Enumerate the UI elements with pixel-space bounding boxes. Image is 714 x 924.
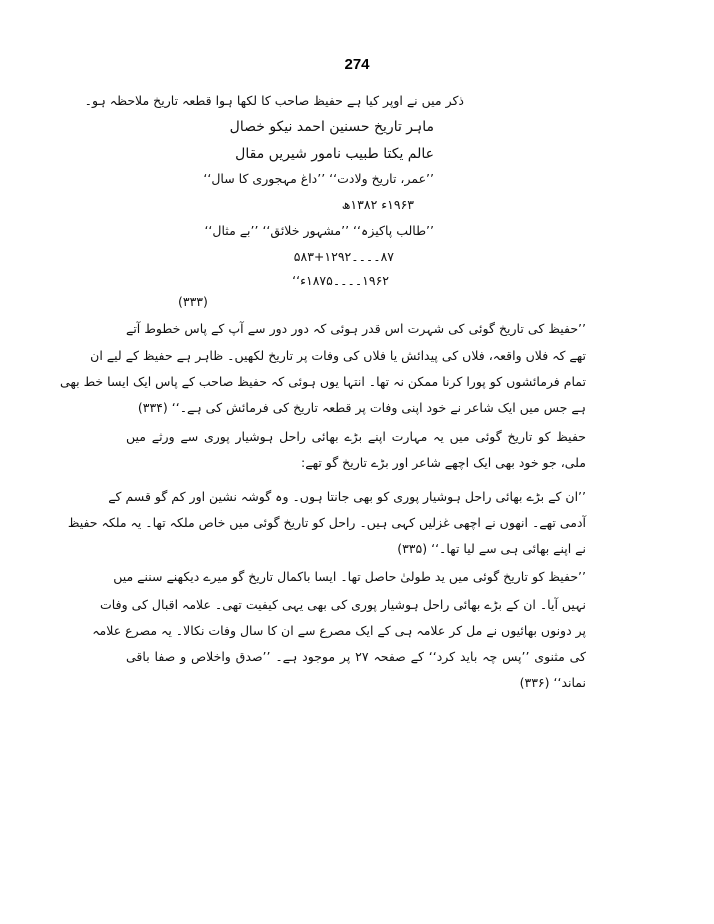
quote-line: ’’حفیظ کو تاریخ گوئی میں ید طولیٰ حاصل تھا۔ ایسا باکمال تاریخ گو میرے دیکھنے سننے میں <box>113 569 586 584</box>
reference-number: (۳۳۳) <box>178 294 208 309</box>
paragraph-line: ’’حفیظ کی تاریخ گوئی کی شہرت اس قدر ہوئی کہ دور دور سے آپ کے پاس خطوط آتے <box>126 321 586 336</box>
paragraph-line: ہے جس میں ایک شاعر نے خود اپنی وفات پر قطعہ تاریخ کی فرمائش کی ہے۔‘‘ (۳۳۴) <box>137 400 586 415</box>
paragraph-line: حفیظ کو تاریخ گوئی میں یہ مہارت اپنے بڑے بھائی راحل ہوشیار پوری سے ورثے میں <box>126 429 586 444</box>
quote-line: نے اپنے بھائی ہی سے لیا تھا۔‘‘ (۳۳۵) <box>397 541 586 556</box>
poem-line: ماہر تاریخ حسنین احمد نیکو خصال <box>229 119 434 135</box>
poem-line: ’’عمر، تاریخ ولادت‘‘ ’’داغ مہجوری کا سال‘‘ <box>203 171 434 186</box>
quote-line: پر دونوں بھائیوں نے مل کر علامہ ہی کے ایک مصرع سے ان کا سال وفات نکالا۔ یہ مصرع علامہ <box>92 623 586 638</box>
poem-line: ۱۹۶۳ء ۱۳۸۲ھ <box>341 197 414 212</box>
paragraph-line: تھے کہ فلاں واقعہ، فلاں کی پیدائش یا فلاں کی وفات پر تاریخ لکھیں۔ ظاہر ہے حفیظ کے لیے ان <box>90 348 586 363</box>
quote-line: ’’ان کے بڑے بھائی راحل ہوشیار پوری کو بھی جانتا ہوں۔ وہ گوشہ نشین اور کم گو قسم کے <box>108 489 586 504</box>
quote-line: نماند‘‘ (۳۳۶) <box>519 675 586 690</box>
quote-line: آدمی تھے۔ انھوں نے اچھی غزلیں کہی ہیں۔ راحل کو تاریخ گوئی میں خاص ملکہ تھا۔ یہ ملکہ حفیظ <box>67 515 586 530</box>
paragraph-line: ملی، جو خود بھی ایک اچھے شاعر اور بڑے تاریخ گو تھے: <box>301 455 586 470</box>
quote-line: نہیں آیا۔ ان کے بڑے بھائی راحل ہوشیار پوری کی بھی یہی کیفیت تھی۔ علامہ اقبال کی وفات <box>100 597 586 612</box>
poem-line: عالم یکتا طبیب نامور شیریں مقال <box>235 146 434 162</box>
page-number: 274 <box>344 56 370 73</box>
poem-line: ’’طالب پاکیزہ‘‘ ’’مشہور خلائق‘‘ ’’بے مثال‘‘ <box>204 223 434 238</box>
quote-line: کی مثنوی ’’پس چہ باید کرد‘‘ کے صفحہ ۲۷ پر موجود ہے۔ ’’صدق واخلاص و صفا باقی <box>126 649 586 664</box>
poem-line: ۱۹۶۲۔۔۔۔۱۸۷۵ء‘‘ <box>292 273 389 288</box>
paragraph-line: تمام فرمائشوں کو پورا کرنا ممکن نہ تھا۔ انتہا یوں ہوئی کہ حفیظ صاحب کے پاس ایک ایسا خط بھی <box>59 374 586 389</box>
intro-line: ذکر میں نے اوپر کیا ہے حفیظ صاحب کا لکھا ہوا قطعہ تاریخ ملاحظہ ہو۔ <box>84 93 464 108</box>
poem-line: ۸۷۔۔۔۔۱۲۹۲+۵۸۳ <box>293 249 394 264</box>
